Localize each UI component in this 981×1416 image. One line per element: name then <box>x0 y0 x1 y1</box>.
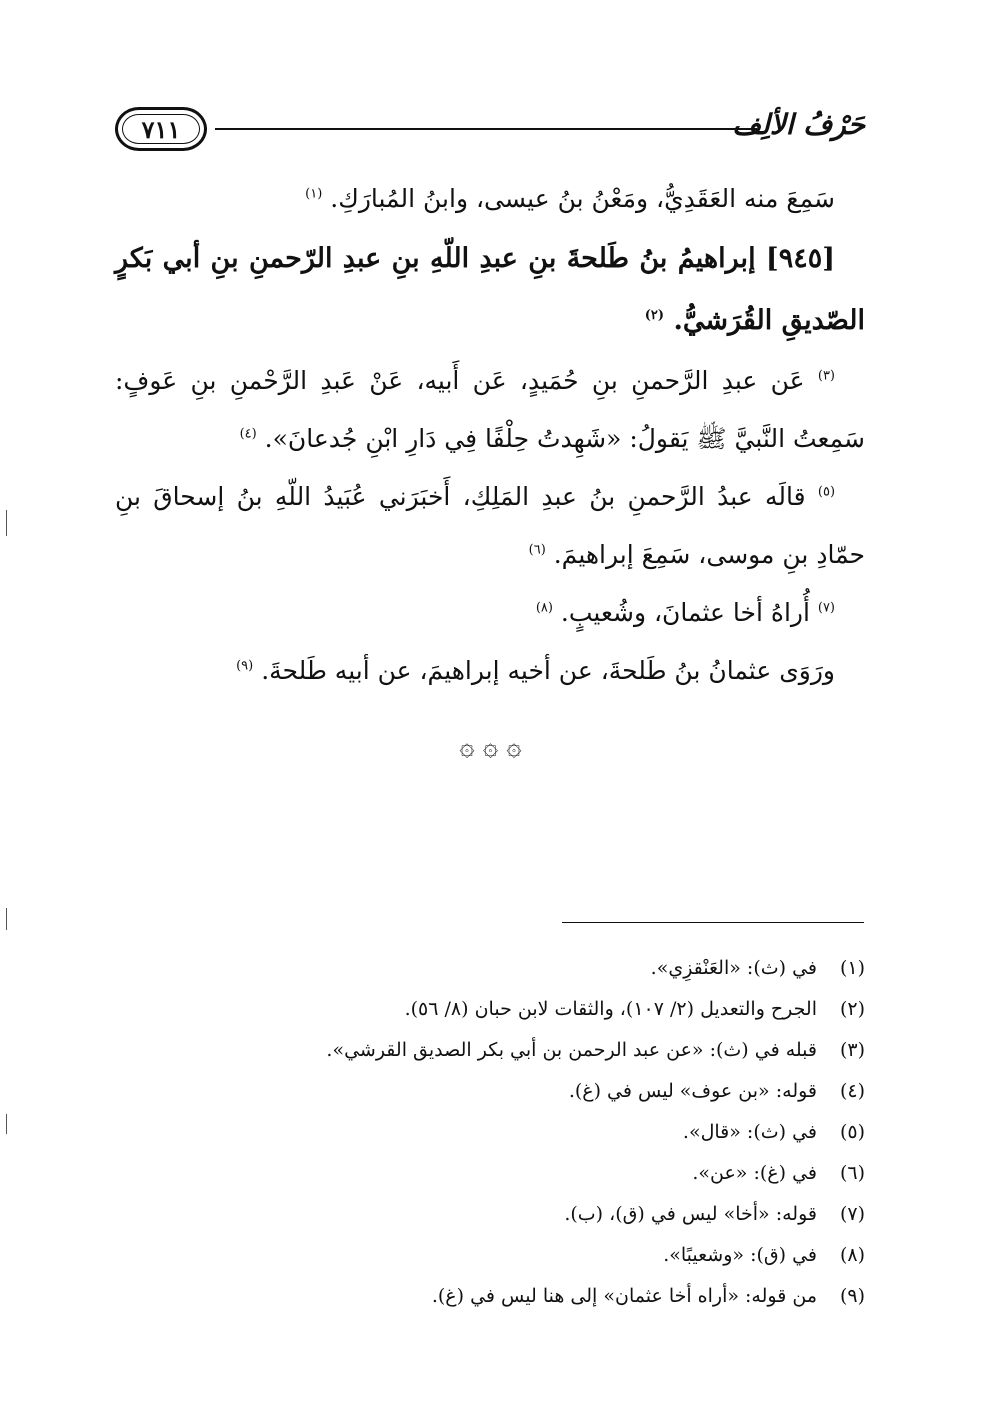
footnote-number: (٧) <box>839 1203 865 1225</box>
footnote-item <box>115 1071 865 1112</box>
entry-heading-text: [٩٤٥] إبراهيمُ بنُ طَلحةَ بنِ عبدِ اللّهِ بنِ عبدِ الرّحمنِ بنِ أبي بَكرٍ الصّديقِ القُرَشيُّ. <box>115 243 865 336</box>
paragraph-1 <box>115 170 865 228</box>
section-ornament: ۞ ۞ ۞ <box>459 732 522 762</box>
paragraph-6 <box>115 642 865 700</box>
footnote-item <box>115 989 865 1030</box>
footnote-ref: (٣) <box>817 368 835 384</box>
footnote-text: في (ث): «قال». <box>682 1121 817 1143</box>
paragraph-6-text: ورَوَى عثمانُ بنُ طَلحةَ، عن أخيه إبراهيمَ، عن أبيه طَلحةَ. <box>261 656 835 685</box>
footnote-text: في (ث): «العَنْقزِي». <box>650 957 817 979</box>
footnote-ref: (٨) <box>535 600 553 616</box>
footnote-item <box>115 1194 865 1235</box>
scan-margin-mark <box>6 908 7 930</box>
footnotes <box>115 948 865 1317</box>
footnote-item <box>115 1030 865 1071</box>
paragraph-3-text: عَن عبدِ الرَّحمنِ بنِ حُمَيدٍ، عَن أَبيه، عَنْ عَبدِ الرَّحْمنِ بنِ عَوفٍ: سَمِعتُ النَّبيَّ ﷺ يَقولُ: «شَهِدتُ حِلْفًا فِي دَارِ ابْنِ جُدعانَ». <box>115 366 865 453</box>
scan-margin-mark <box>6 510 7 536</box>
footnote-ref: (٢) <box>644 308 665 323</box>
footnote-number: (٣) <box>839 1039 865 1061</box>
footnote-text: الجرح والتعديل (٢/ ١٠٧)، والثقات لابن حبان (٨/ ٥٦). <box>404 998 817 1020</box>
footnote-ref: (٦) <box>528 542 546 558</box>
page-number-badge <box>115 107 207 151</box>
footnote-text: في (غ): «عن». <box>692 1162 817 1184</box>
page-header <box>115 104 865 160</box>
footnote-ref: (٥) <box>817 484 836 500</box>
paragraph-4-text: قالَه عبدُ الرَّحمنِ بنُ عبدِ المَلِكِ، أَخبَرَني عُبَيدُ اللّهِ بنُ إسحاقَ بنِ حمّادِ بنِ موسى، سَمِعَ إبراهيمَ. <box>115 482 865 569</box>
footnote-text: قبله في (ث): «عن عبد الرحمن بن أبي بكر الصديق القرشي». <box>326 1039 817 1061</box>
scan-margin-mark <box>6 1114 7 1134</box>
paragraph-5-text: أُراهُ أخا عثمانَ، وشُعيبٍ. <box>560 598 810 627</box>
footnote-separator <box>562 922 864 923</box>
footnote-number: (٦) <box>839 1162 865 1184</box>
footnote-item <box>115 1276 865 1317</box>
footnote-text: قوله: «أخا» ليس في (ق)، (ب). <box>564 1203 817 1225</box>
footnote-text: في (ق): «وشعيبًا». <box>663 1244 817 1266</box>
chapter-title: حَرْفُ الألِف <box>732 108 865 141</box>
footnote-number: (٥) <box>839 1121 865 1143</box>
page-number: ٧١١ <box>141 114 181 144</box>
footnote-number: (٩) <box>839 1285 865 1307</box>
footnote-number: (١) <box>839 957 865 979</box>
footnote-ref: (٧) <box>817 600 835 616</box>
footnote-number: (٤) <box>839 1080 865 1102</box>
footnote-item <box>115 1235 865 1276</box>
footnote-ref: (٤) <box>239 426 257 442</box>
footnote-text: قوله: «بن عوف» ليس في (غ). <box>568 1080 817 1102</box>
footnote-number: (٢) <box>839 998 865 1020</box>
footnote-ref: (١) <box>305 186 323 202</box>
footnote-number: (٨) <box>839 1244 865 1266</box>
footnote-item <box>115 1153 865 1194</box>
footnote-ref: (٩) <box>236 658 254 674</box>
footnote-item <box>115 1112 865 1153</box>
footnote-item <box>115 948 865 989</box>
main-body <box>115 170 865 700</box>
paragraph-5 <box>115 584 865 642</box>
header-rule <box>215 128 757 130</box>
entry-heading <box>115 228 865 352</box>
paragraph-4 <box>115 468 865 584</box>
paragraph-3 <box>115 352 865 468</box>
paragraph-1-text: سَمِعَ منه العَقَدِيُّ، ومَعْنُ بنُ عيسى، وابنُ المُبارَكِ. <box>330 184 835 213</box>
footnote-text: من قوله: «أراه أخا عثمان» إلى هنا ليس في (غ). <box>431 1285 817 1307</box>
